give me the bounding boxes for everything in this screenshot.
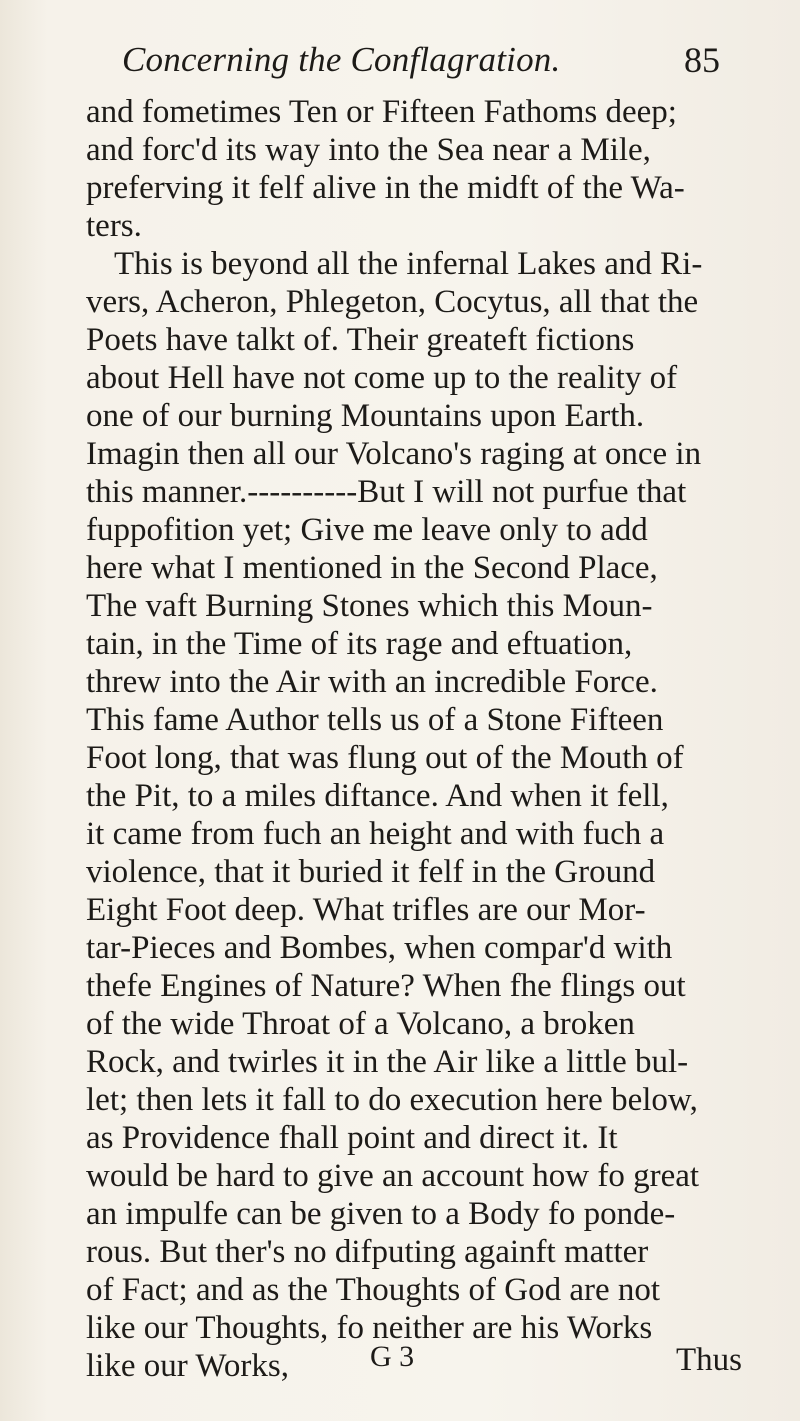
text-line: Rock, and twirles it in the Air like a little bul- [86, 1044, 689, 1080]
text-line: rous. But ther's no difputing againft matter [86, 1234, 649, 1270]
text-line: This fame Author tells us of a Stone Fifteen [86, 702, 664, 738]
running-title: Concerning the Conflagration. [122, 40, 561, 79]
text-line: like our Thoughts, fo neither are his Works [86, 1310, 653, 1346]
page-footer [0, 1340, 800, 1382]
text-line: an impulfe can be given to a Body fo ponde- [86, 1196, 676, 1232]
text-line: fuppofition yet; Give me leave only to add [86, 512, 648, 548]
text-line: and forc'd its way into the Sea near a Mile, [86, 132, 651, 168]
text-line: preferving it felf alive in the midft of the Wa- [86, 170, 685, 206]
text-line: the Pit, to a miles diftance. And when it fell, [86, 778, 669, 814]
text-line: Imagin then all our Volcano's raging at once in [86, 436, 702, 472]
text-line: Poets have talkt of. Their greateft fictions [86, 322, 635, 358]
text-line: this manner.----------But I will not purfue that [86, 474, 687, 510]
page-header [122, 40, 720, 84]
text-line: as Providence fhall point and direct it. It [86, 1120, 618, 1156]
text-line: violence, that it buried it felf in the Ground [86, 854, 656, 890]
text-line: thefe Engines of Nature? When fhe flings out [86, 968, 686, 1004]
text-line: and fometimes Ten or Fifteen Fathoms deep; [86, 94, 677, 130]
text-line: ters. [86, 208, 142, 244]
text-line: like our Works, [86, 1348, 289, 1384]
signature-mark: G 3 [370, 1340, 415, 1373]
text-line: of the wide Throat of a Volcano, a broken [86, 1006, 635, 1042]
text-line: one of our burning Mountains upon Earth. [86, 398, 645, 434]
text-line: tar-Pieces and Bombes, when compar'd with [86, 930, 673, 966]
text-line: tain, in the Time of its rage and eftuation, [86, 626, 633, 662]
text-line: about Hell have not come up to the reality of [86, 360, 678, 396]
catchword: Thus [676, 1342, 742, 1378]
text-line: Eight Foot deep. What trifles are our Mor- [86, 892, 646, 928]
page-number: 85 [684, 40, 720, 80]
text-line: This is beyond all the infernal Lakes and Ri- [114, 246, 703, 282]
text-line: here what I mentioned in the Second Place, [86, 550, 658, 586]
text-line: The vaft Burning Stones which this Moun- [86, 588, 653, 624]
text-line: would be hard to give an account how fo great [86, 1158, 700, 1194]
text-line: vers, Acheron, Phlegeton, Cocytus, all that the [86, 284, 699, 320]
text-line: of Fact; and as the Thoughts of God are not [86, 1272, 661, 1308]
text-line: Foot long, that was flung out of the Mouth of [86, 740, 684, 776]
text-line: it came from fuch an height and with fuch a [86, 816, 665, 852]
text-line: threw into the Air with an incredible Force. [86, 664, 658, 700]
text-line: let; then lets it fall to do execution here below, [86, 1082, 698, 1118]
